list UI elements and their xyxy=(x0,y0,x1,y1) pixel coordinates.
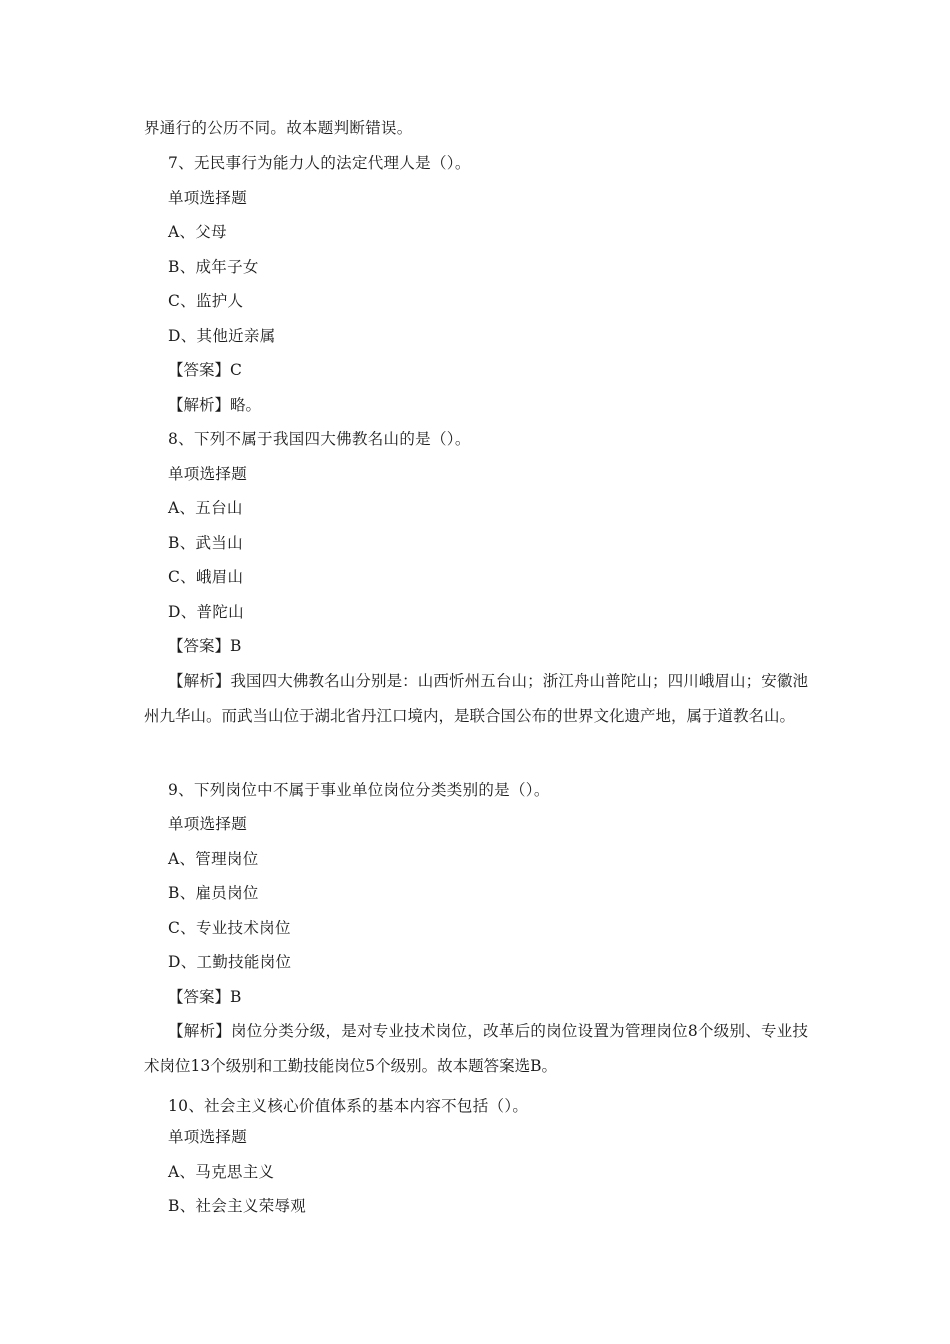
question-8-answer: 【答案】B xyxy=(168,637,242,655)
question-9-analysis: 【解析】岗位分类分级，是对专业技术岗位，改革后的岗位设置为管理岗位8个级别、专业技术岗位13个级别和工勤技能岗位5个级别。故本题答案选B。 xyxy=(144,1022,808,1075)
question-9-option-c: C、专业技术岗位 xyxy=(168,919,291,937)
question-7-analysis: 【解析】略。 xyxy=(168,396,262,414)
question-8-type: 单项选择题 xyxy=(168,465,248,483)
question-7-option-d: D、其他近亲属 xyxy=(168,327,276,345)
question-10-option-b: B、社会主义荣辱观 xyxy=(168,1197,307,1215)
question-7-type: 单项选择题 xyxy=(168,189,248,207)
question-9-option-b: B、雇员岗位 xyxy=(168,884,259,902)
question-9-answer: 【答案】B xyxy=(168,988,242,1006)
question-9-stem: 9、下列岗位中不属于事业单位岗位分类类别的是（）。 xyxy=(168,781,550,799)
question-8-stem: 8、下列不属于我国四大佛教名山的是（）。 xyxy=(168,430,471,448)
question-7-option-a: A、父母 xyxy=(168,223,227,241)
question-7-option-b: B、成年子女 xyxy=(168,258,259,276)
question-9-type: 单项选择题 xyxy=(168,815,248,833)
question-7-answer: 【答案】C xyxy=(168,361,242,379)
paragraph-continuation: 界通行的公历不同。故本题判断错误。 xyxy=(144,119,413,137)
question-7-stem: 7、无民事行为能力人的法定代理人是（）。 xyxy=(168,154,471,172)
question-8-option-d: D、普陀山 xyxy=(168,603,244,621)
question-10-type: 单项选择题 xyxy=(168,1128,248,1146)
question-7-option-c: C、监护人 xyxy=(168,292,244,310)
question-8-analysis: 【解析】我国四大佛教名山分别是：山西忻州五台山；浙江舟山普陀山；四川峨眉山；安徽池州九华山。而武当山位于湖北省丹江口境内，是联合国公布的世界文化遗产地，属于道教名山。 xyxy=(144,672,808,725)
question-8-option-b: B、武当山 xyxy=(168,534,243,552)
question-8-option-c: C、峨眉山 xyxy=(168,568,244,586)
question-8-option-a: A、五台山 xyxy=(168,499,243,517)
question-10-stem: 10、社会主义核心价值体系的基本内容不包括（）。 xyxy=(168,1097,529,1115)
question-9-option-d: D、工勤技能岗位 xyxy=(168,953,292,971)
question-9-option-a: A、管理岗位 xyxy=(168,850,259,868)
question-10-option-a: A、马克思主义 xyxy=(168,1163,275,1181)
